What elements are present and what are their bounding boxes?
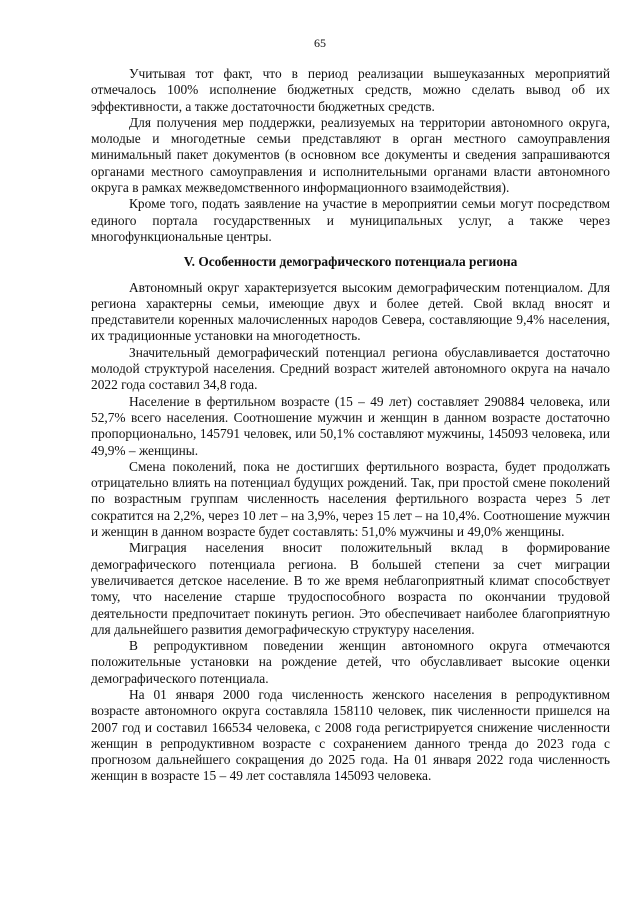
paragraph-portal-application: Кроме того, подать заявление на участие в мероприятии семьи могут посредством единого портала государственных и муниципальных услуг, а также через многофункциональные центры.	[91, 196, 610, 244]
page-content	[91, 66, 610, 785]
paragraph-generation-change: Смена поколений, пока не достигших фертильного возраста, будет продолжать отрицательно влиять на потенциал будущих рождений. Так, при простой смене поколений по возрастным группам численность населения фертильного возраста через 5 лет сократится на 2,2%, через 10 лет – на 3,9%, через 15 лет – на 10,4%. Соотношение мужчин и женщин в данном возрасте будет составлять: 51,0% мужчины и 49,0% женщины.	[91, 458, 610, 540]
paragraph-reproductive-behavior: В репродуктивном поведении женщин автономного округа отмечаются положительные установки на рождение детей, что обуславливает высокие оценки демографического потенциала.	[91, 638, 610, 686]
paragraph-fertile-age: Население в фертильном возрасте (15 – 49 лет) составляет 290884 человека, или 52,7% всего населения. Соотношение мужчин и женщин в данном возрасте достаточно пропорционально, 145791 человек, или 50,1% составляют мужчины, 145093 человека, или 49,9% – женщины.	[91, 393, 610, 458]
page-number: 65	[314, 36, 326, 50]
paragraph-young-structure: Значительный демографический потенциал региона обуславливается достаточно молодой структурой населения. Средний возраст жителей автономного округа на начало 2022 года составил 34,8 года.	[91, 344, 610, 393]
paragraph-budget-efficiency: Учитывая тот факт, что в период реализации вышеуказанных мероприятий отмечалось 100% исполнение бюджетных средств, можно сделать вывод об их эффективности, а также достаточности бюджетных средств.	[91, 66, 610, 114]
paragraph-migration: Миграция населения вносит положительный вклад в формирование демографического потенциала региона. В большей степени за счет миграции увеличивается детское население. В то же время неблагоприятный климат способствует тому, что население старше трудоспособного возраста по окончании трудовой деятельности предпочитает покинуть регион. Это обеспечивает наиболее благоприятную для дальнейшего развития демографическую структуру населения.	[91, 540, 610, 637]
section-heading: V. Особенности демографического потенциала региона	[183, 254, 518, 270]
paragraph-female-population: На 01 января 2000 года численность женского населения в репродуктивном возрасте автономного округа составляла 158110 человек, пик численности пришелся на 2007 год и составил 166534 человека, с 2008 года регистрируется снижение численности женщин в репродуктивном возрасте с сохранением данного тренда до 2023 года с прогнозом дальнейшего сокращения до 2025 года. На 01 января 2022 года численность женщин в возрасте 15 – 49 лет составляла 145093 человека.	[91, 686, 610, 784]
paragraph-support-documents: Для получения мер поддержки, реализуемых на территории автономного округа, молодые и многодетные семьи представляют в орган местного самоуправления минимальный пакет документов (в основном все документы и сведения запрашиваются органами местного самоуправления и исполнительными органами власти автономного округа в рамках межведомственного информационного взаимодействия).	[91, 114, 610, 196]
paragraph-demographic-potential: Автономный округ характеризуется высоким демографическим потенциалом. Для региона характерны семьи, имеющие двух и более детей. Свой вклад вносят и представители коренных малочисленных народов Севера, составляющие 9,4% населения, их традиционные установки на многодетность.	[91, 279, 610, 344]
